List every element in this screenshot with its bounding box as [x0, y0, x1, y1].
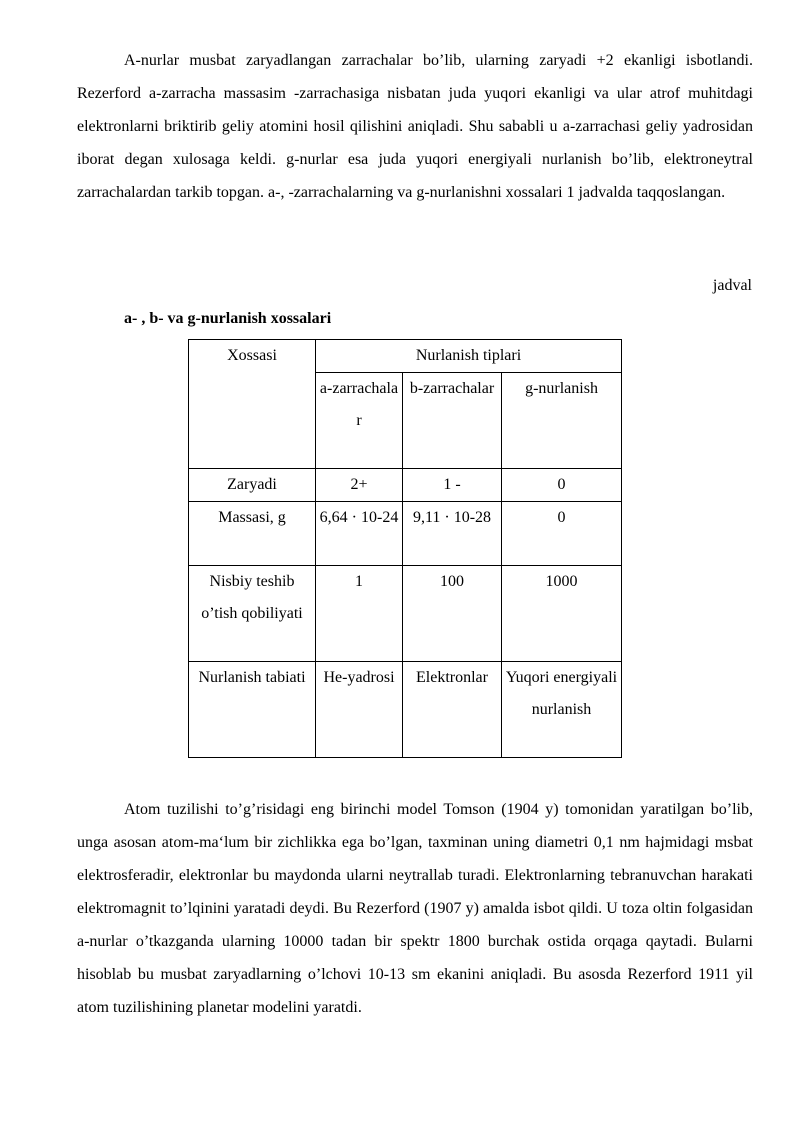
gamma-value-cell: 0: [502, 502, 622, 566]
header-gamma-cell: g-nurlanish: [502, 373, 622, 469]
beta-value-cell: 100: [403, 566, 502, 662]
row-label-cell: Nisbiy teshib o’tish qobiliyati: [189, 566, 316, 662]
row-label-cell: Zaryadi: [189, 469, 316, 502]
header-types-cell: Nurlanish tiplari: [316, 340, 622, 373]
header-alpha-cell: a-zarrachalar: [316, 373, 403, 469]
atom-model-paragraph: Atom tuzilishi to’g’risidagi eng birinchi model Tomson (1904 y) tomonidan yaratilgan bo’lib, unga asosan atom-ma‘lum bir zichlikka ega bo’lgan, taxminan uning diametri 0,1 nm hajmidagi msbat elektrosferadir, elektronlar bu maydonda ularni neytrallab turadi. Elektronlarning tebranuvchan harakati elektromagnit to’lqinini yaratadi deydi. Bu Rezerford (1907 y) amalda isbot qildi. U toza oltin folgasidan a-nurlar o’tkazganda ularning 10000 tadan bir spektr 1800 burchak ostida orqaga qaytadi. Bularni hisoblab bu musbat zaryadlarning o’lchovi 10-13 sm ekanini aniqladi. Bu asosda Rezerford 1911 yil atom tuzilishining planetar modelini yaratdi.: [77, 801, 753, 1016]
table-title: a- , b- va g-nurlanish xossalari: [124, 310, 332, 327]
row-label-cell: Massasi, g: [189, 502, 316, 566]
gamma-value-cell: 1000: [502, 566, 622, 662]
table-row: [189, 566, 622, 662]
radiation-properties-table: [188, 339, 622, 758]
alpha-value-cell: 1: [316, 566, 403, 662]
beta-value-cell: Elektronlar: [403, 662, 502, 758]
beta-value-cell: 1 -: [403, 469, 502, 502]
header-beta-cell: b-zarrachalar: [403, 373, 502, 469]
table-row: [189, 502, 622, 566]
alpha-value-cell: He-yadrosi: [316, 662, 403, 758]
row-label-cell: Nurlanish tabiati: [189, 662, 316, 758]
table-number: jadval: [712, 277, 752, 294]
gamma-value-cell: Yuqori energiyali nurlanish: [502, 662, 622, 758]
beta-value-cell: 9,11 · 10-28: [403, 502, 502, 566]
alpha-value-cell: 6,64 · 10-24: [316, 502, 403, 566]
table-row: [189, 662, 622, 758]
intro-paragraph: A-nurlar musbat zaryadlangan zarrachalar bo’lib, ularning zaryadi +2 ekanligi isbotlandi. Rezerford a-zarracha massasim -zarrachasiga nisbatan juda yuqori ekanligi va ular atrof muhitdagi elektronlarni briktirib geliy atomini hosil qilishini aniqladi. Shu sababli u a-zarrachasi geliy yadrosidan iborat degan xulosaga keldi. g-nurlar esa juda yuqori energiyali nurlanish bo’lib, elektroneytral zarrachalardan tarkib topgan. a-, -zarrachalarning va g-nurlanishni xossalari 1 jadvalda taqqoslangan.: [77, 52, 753, 201]
alpha-value-cell: 2+: [316, 469, 403, 502]
header-property-cell: Xossasi: [189, 340, 316, 469]
table-header-row: [189, 340, 622, 373]
table-row: [189, 469, 622, 502]
gamma-value-cell: 0: [502, 469, 622, 502]
